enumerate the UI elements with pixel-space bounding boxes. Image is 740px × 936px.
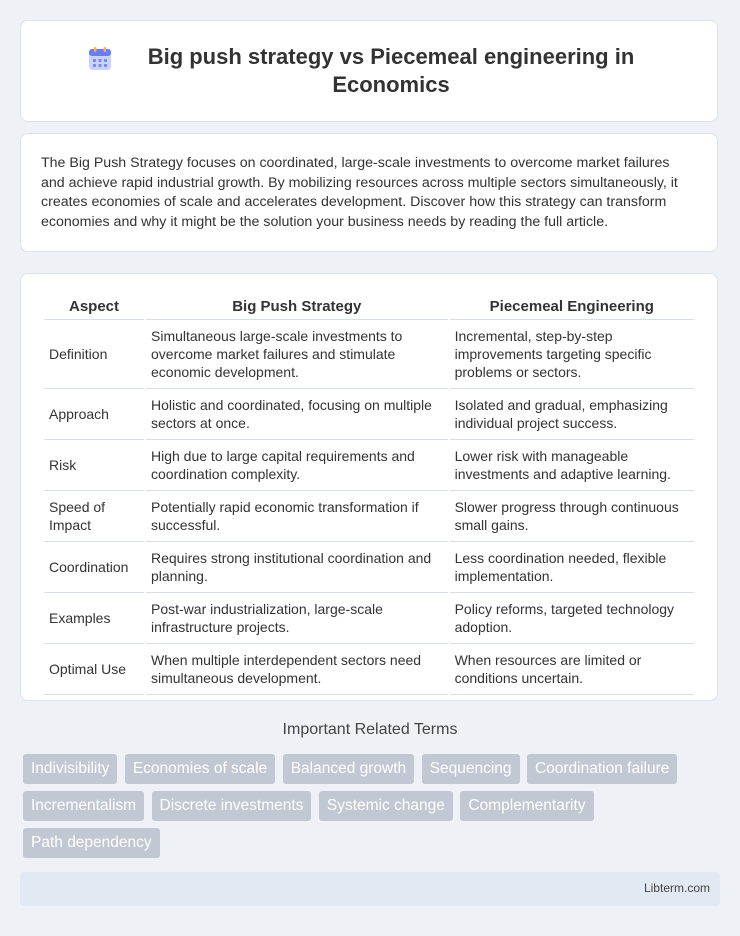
row-aspect: Coordination	[44, 542, 144, 593]
row-big-push: Simultaneous large-scale investments to overcome market failures and stimulate economic development.	[146, 320, 448, 389]
header-big-push: Big Push Strategy	[146, 294, 448, 320]
footer	[20, 872, 720, 906]
footer-site-link[interactable]: Libterm.com	[643, 881, 710, 895]
row-piecemeal: Less coordination needed, flexible implementation.	[450, 542, 694, 593]
row-big-push: When multiple interdependent sectors need simultaneous development.	[146, 644, 448, 695]
table-row	[44, 491, 694, 542]
table-row	[44, 593, 694, 644]
tag-balanced-growth[interactable]: Balanced growth	[283, 754, 414, 784]
header-aspect: Aspect	[44, 294, 144, 320]
row-piecemeal: Slower progress through continuous small gains.	[450, 491, 694, 542]
row-big-push: High due to large capital requirements and coordination complexity.	[146, 440, 448, 491]
row-big-push: Post-war industrialization, large-scale infrastructure projects.	[146, 593, 448, 644]
table-row	[44, 542, 694, 593]
table-row	[44, 320, 694, 389]
intro-text: The Big Push Strategy focuses on coordinated, large-scale investments to overcome market failures and achieve rapid industrial growth. By mobilizing resources across multiple sectors simultaneously, it creates economies of scale and accelerates development. Discover how this strategy can transform economies and why it might be the solution your business needs by reading the full article.	[41, 155, 678, 230]
table-row	[44, 644, 694, 695]
table-row	[44, 389, 694, 440]
row-piecemeal: Lower risk with manageable investments and adaptive learning.	[450, 440, 694, 491]
comparison-table	[42, 294, 696, 695]
row-aspect: Examples	[44, 593, 144, 644]
tag-economies-of-scale[interactable]: Economies of scale	[125, 754, 275, 784]
row-aspect: Optimal Use	[44, 644, 144, 695]
header-piecemeal: Piecemeal Engineering	[450, 294, 694, 320]
header-card	[20, 20, 718, 122]
row-aspect: Definition	[44, 320, 144, 389]
intro-card	[20, 133, 718, 252]
row-aspect: Speed of Impact	[44, 491, 144, 542]
tag-coordination-failure[interactable]: Coordination failure	[527, 754, 677, 784]
tag-systemic-change[interactable]: Systemic change	[319, 791, 453, 821]
tag-path-dependency[interactable]: Path dependency	[23, 828, 160, 858]
row-piecemeal: Incremental, step-by-step improvements targeting specific problems or sectors.	[450, 320, 694, 389]
related-terms-list	[23, 754, 713, 865]
tag-discrete-investments[interactable]: Discrete investments	[152, 791, 312, 821]
table-row	[44, 440, 694, 491]
row-big-push: Potentially rapid economic transformation if successful.	[146, 491, 448, 542]
page-title: Big push strategy vs Piecemeal engineering in Economics	[147, 44, 635, 97]
tag-complementarity[interactable]: Complementarity	[460, 791, 593, 821]
related-terms-title: Important Related Terms	[282, 721, 458, 738]
row-piecemeal: When resources are limited or conditions uncertain.	[450, 644, 694, 695]
row-piecemeal: Policy reforms, targeted technology adoption.	[450, 593, 694, 644]
row-big-push: Holistic and coordinated, focusing on multiple sectors at once.	[146, 389, 448, 440]
table-header-row	[44, 294, 694, 320]
row-piecemeal: Isolated and gradual, emphasizing individual project success.	[450, 389, 694, 440]
comparison-card	[20, 273, 718, 701]
row-big-push: Requires strong institutional coordination and planning.	[146, 542, 448, 593]
tag-sequencing[interactable]: Sequencing	[422, 754, 520, 784]
row-aspect: Risk	[44, 440, 144, 491]
tag-incrementalism[interactable]: Incrementalism	[23, 791, 144, 821]
calendar-icon	[87, 46, 113, 72]
row-aspect: Approach	[44, 389, 144, 440]
tag-indivisibility[interactable]: Indivisibility	[23, 754, 117, 784]
